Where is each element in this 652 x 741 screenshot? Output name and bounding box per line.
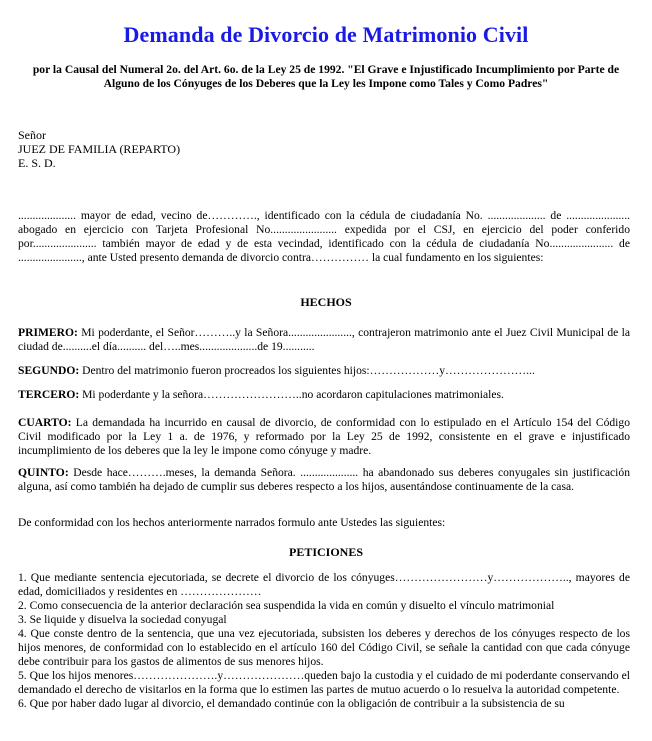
hecho-label: TERCERO:	[18, 388, 80, 401]
hecho-label: QUINTO:	[18, 466, 69, 479]
hecho-label: SEGUNDO:	[18, 364, 80, 377]
peticion-item: 6. Que por haber dado lugar al divorcio, el demandado continúe con la obligación de contribuir a la subsistencia de su	[18, 697, 565, 710]
transition-paragraph: De conformidad con los hechos anteriormente narrados formulo ante Ustedes las siguientes:	[18, 516, 446, 529]
document-subtitle: por la Causal del Numeral 2o. del Art. 6o. de la Ley 25 de 1992. "El Grave e Injustificado Incumplimiento por Parte de Alguno de los Cónyuges de los Deberes que la Ley les Impone como Tales y Como Padres"	[32, 63, 620, 90]
peticion-item: 2. Como consecuencia de la anterior declaración sea suspendida la vida en común y disuelto el vínculo matrimonial	[18, 599, 555, 612]
peticion-item: 4. Que conste dentro de la sentencia, que una vez ejecutoriada, subsisten los deberes y derechos de los cónyuges respecto de los hijos menores, de conformidad con lo establecido en el artículo 160 del Código Civil, se señale la cantidad con que cada cónyuge debe contribuir para los gastos de alimentos de sus menores hijos.	[18, 627, 630, 668]
hecho-text: Dentro del matrimonio fueron procreados los siguientes hijos:………………y…………………...	[79, 364, 535, 377]
addressee-esd: E. S. D.	[18, 156, 56, 170]
hecho-segundo	[18, 364, 630, 378]
addressee-salutation: Señor	[18, 128, 46, 142]
peticion-item: 5. Que los hijos menores………………….y…………………queden bajo la custodia y el cuidado de mi poderdante conservando el demandado el derecho de visitarlos en la forma que lo estimen las partes de mutuo acuerdo o lo resuelva la autoridad competente.	[18, 669, 630, 696]
hecho-label: PRIMERO:	[18, 326, 78, 339]
page-title: Demanda de Divorcio de Matrimonio Civil	[123, 22, 529, 47]
hecho-text: Mi poderdante y la señora……………………..no acordaron capitulaciones matrimoniales.	[79, 388, 504, 401]
addressee-block	[18, 128, 180, 170]
hecho-tercero	[18, 388, 630, 402]
intro-paragraph: .................... mayor de edad, vecino de…………., identificado con la cédula de ciudadanía No. .................... de ...................... abogado en ejercicio con Tarjeta Profesional No....................... expedida por el CSJ, en ejercicio del poder conferido por...................... también mayor de edad y de esta vecindad, identificado con la cédula de ciudadanía No...................... de ......................, ante Usted presento demanda de divorcio contra…………… la cual fundamento en los siguientes:	[18, 209, 630, 264]
peticiones-heading: PETICIONES	[288, 545, 364, 559]
hechos-heading: HECHOS	[300, 295, 352, 309]
hecho-primero	[18, 326, 630, 354]
peticiones-list	[18, 571, 630, 711]
hecho-text: Mi poderdante, el Señor………..y la Señora......................, contrajeron matrimonio ante el Juez Civil Municipal de la ciudad de..........el día.......... del…..mes....................de 19...........	[18, 326, 630, 353]
hecho-label: CUARTO:	[18, 416, 72, 429]
hecho-cuarto	[18, 416, 630, 458]
addressee-recipient: JUEZ DE FAMILIA (REPARTO)	[18, 142, 181, 156]
hecho-quinto	[18, 466, 630, 494]
peticion-item: 1. Que mediante sentencia ejecutoriada, se decrete el divorcio de los cónyuges……………………y……………….., mayores de edad, domiciliados y residentes en …………………	[18, 571, 630, 598]
hecho-text: La demandada ha incurrido en causal de divorcio, de conformidad con lo estipulado en el Artículo 154 del Código Civil modificado por la Ley 1 a. de 1976, y reformado por la Ley 25 de 1992, consistente en el grave e injustificado incumplimiento de los deberes que la ley le impone como cónyuge y madre.	[18, 416, 630, 457]
peticion-item: 3. Se liquide y disuelva la sociedad conyugal	[18, 613, 227, 626]
hecho-text: Desde hace……….meses, la demanda Señora. .................... ha abandonado sus deberes conyugales sin justificación alguna, así como también ha dejado de cumplir sus deberes respecto a los hijos, ausentándose continuamente de la casa.	[18, 466, 630, 493]
